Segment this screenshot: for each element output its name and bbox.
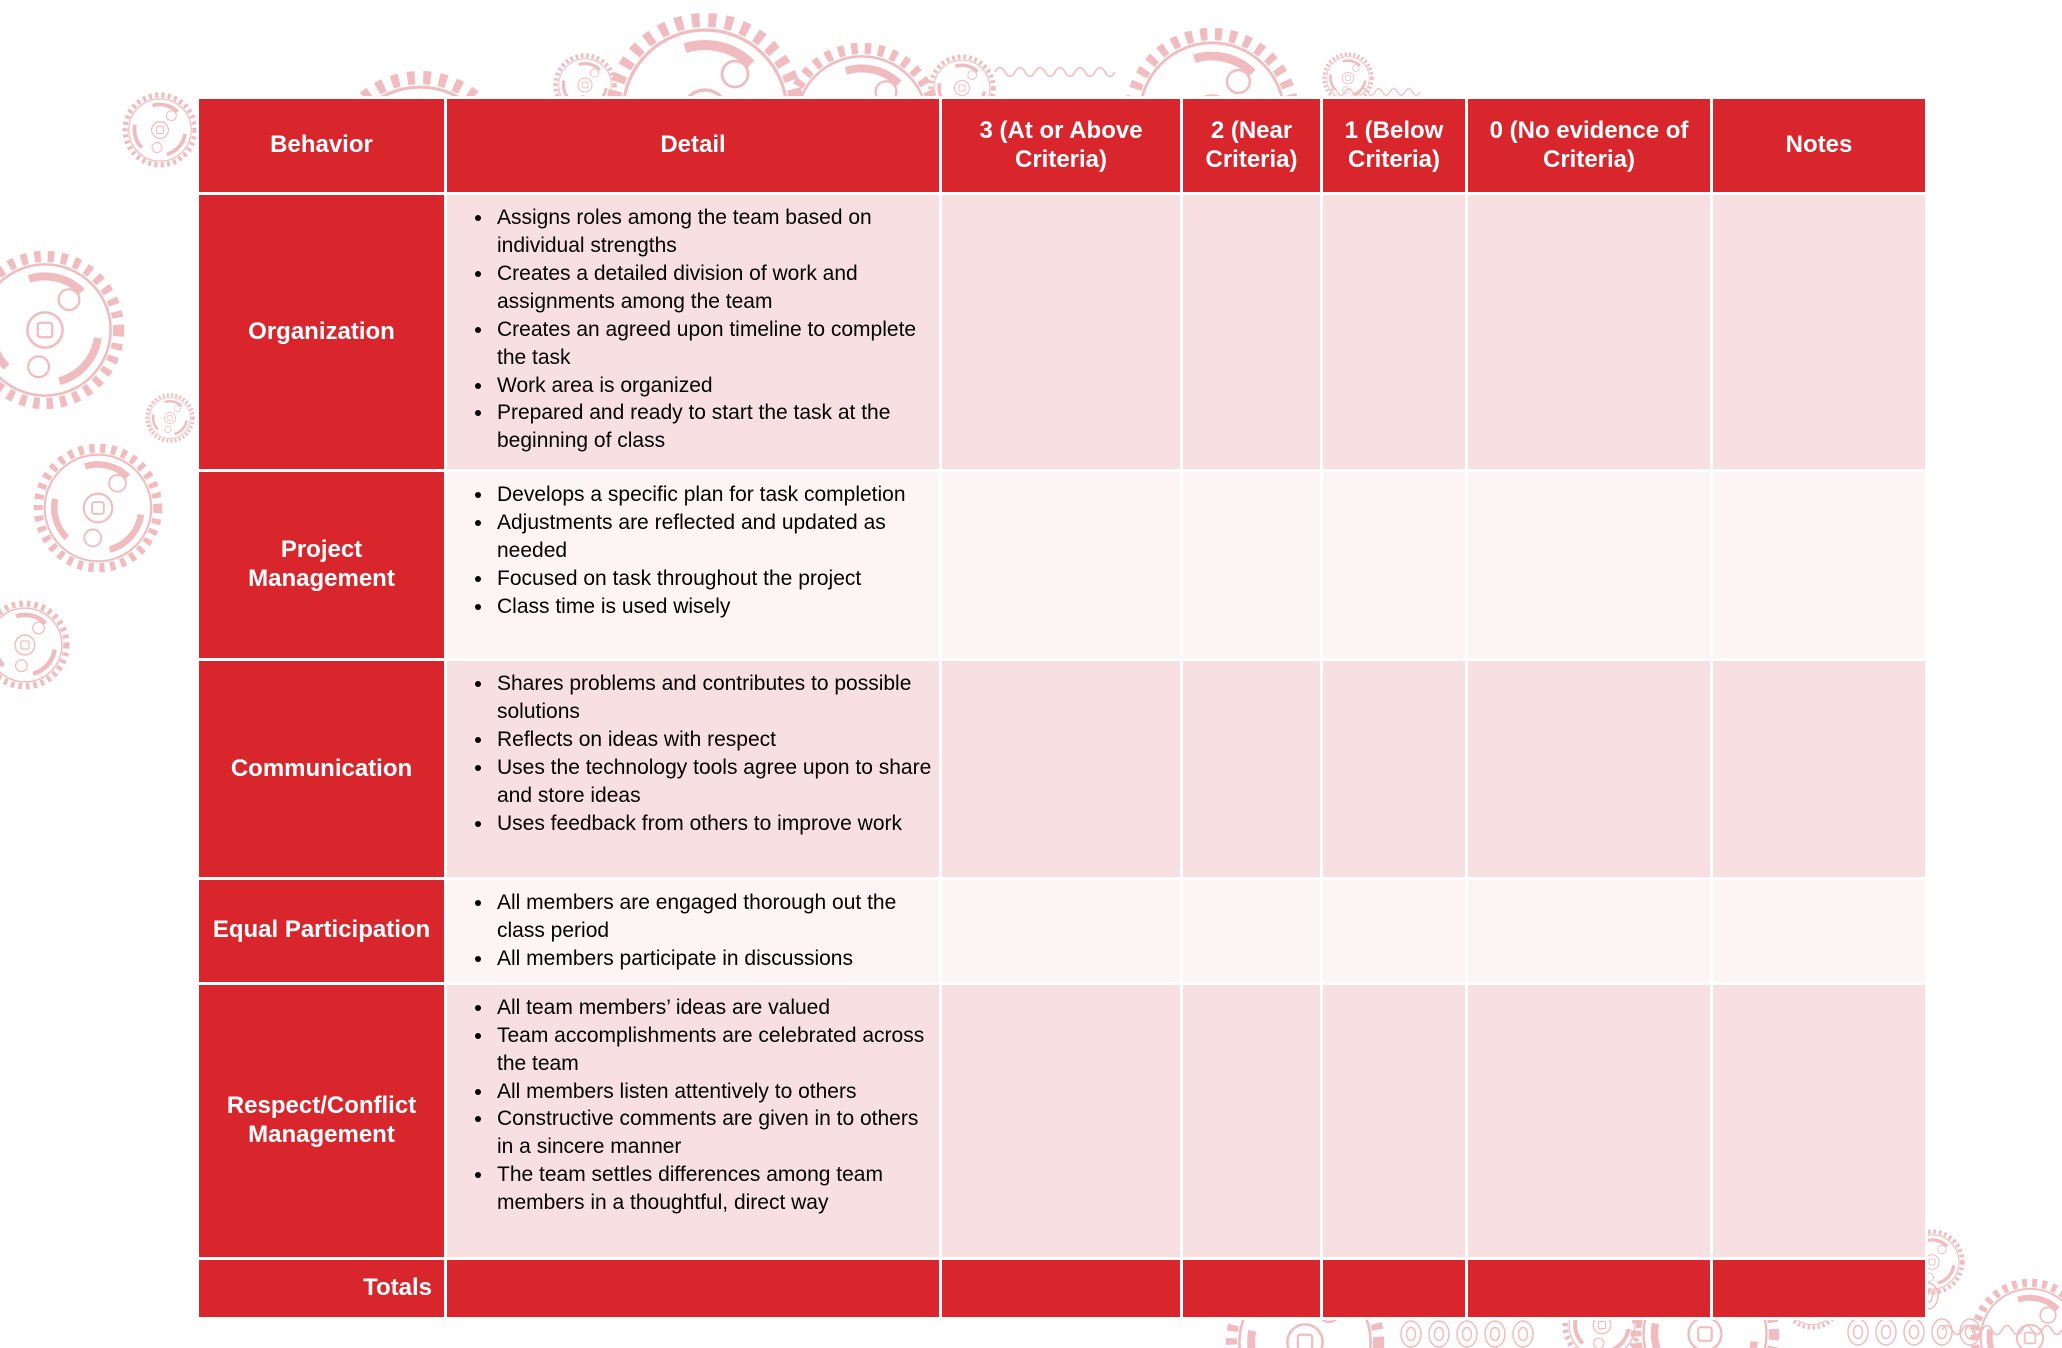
table-row-project-management	[198, 471, 1927, 660]
totals-cell-score2	[1182, 1258, 1322, 1318]
notes-cell-organization	[1712, 194, 1927, 471]
notes-cell-respect-conflict-management	[1712, 983, 1927, 1258]
rubric-body	[198, 194, 1927, 1259]
score-cell-0-equal-participation	[1467, 879, 1712, 984]
score-cell-3-project-management	[941, 471, 1182, 660]
score-cell-3-respect-conflict-management	[941, 983, 1182, 1258]
detail-cell-organization	[446, 194, 941, 471]
row-header-project-management: Project Management	[198, 471, 446, 660]
detail-bullet: • Creates a detailed division of work and assignments among the team	[494, 260, 938, 316]
detail-bullet: • Focused on task throughout the project	[494, 565, 938, 593]
detail-bullet-list	[448, 670, 938, 838]
score-cell-2-communication	[1182, 660, 1322, 879]
detail-bullet-list	[448, 889, 938, 973]
totals-cell-detail	[446, 1258, 941, 1318]
score-cell-2-project-management	[1182, 471, 1322, 660]
detail-bullet: • Team accomplishments are celebrated across the team	[494, 1022, 938, 1078]
table-row-communication	[198, 660, 1927, 879]
detail-cell-equal-participation	[446, 879, 941, 984]
totals-cell-score3	[941, 1258, 1182, 1318]
detail-bullet: • Prepared and ready to start the task at the beginning of class	[494, 399, 938, 455]
score-cell-1-project-management	[1322, 471, 1467, 660]
detail-cell-project-management	[446, 471, 941, 660]
detail-bullet: • Reflects on ideas with respect	[494, 726, 938, 754]
score-cell-0-respect-conflict-management	[1467, 983, 1712, 1258]
score-cell-3-equal-participation	[941, 879, 1182, 984]
detail-cell-communication	[446, 660, 941, 879]
table-row-respect-conflict-management	[198, 983, 1927, 1258]
row-header-organization: Organization	[198, 194, 446, 471]
column-header-detail: Detail	[446, 98, 941, 194]
score-cell-2-organization	[1182, 194, 1322, 471]
rubric-table	[196, 96, 1928, 1320]
detail-bullet: • All team members’ ideas are valued	[494, 994, 938, 1022]
totals-row	[198, 1258, 1927, 1318]
detail-bullet: • Uses the technology tools agree upon to share and store ideas	[494, 754, 938, 810]
totals-cell-score0	[1467, 1258, 1712, 1318]
detail-bullet: • Assigns roles among the team based on individual strengths	[494, 204, 938, 260]
score-cell-1-respect-conflict-management	[1322, 983, 1467, 1258]
detail-bullet: • All members listen attentively to others	[494, 1078, 938, 1106]
notes-cell-equal-participation	[1712, 879, 1927, 984]
column-header-behavior: Behavior	[198, 98, 446, 194]
detail-bullet: • Creates an agreed upon timeline to complete the task	[494, 316, 938, 372]
row-header-respect-conflict-management: Respect/Conflict Management	[198, 983, 446, 1258]
row-header-equal-participation: Equal Participation	[198, 879, 446, 984]
table-row-equal-participation	[198, 879, 1927, 984]
table-row-organization	[198, 194, 1927, 471]
score-cell-1-equal-participation	[1322, 879, 1467, 984]
detail-cell-respect-conflict-management	[446, 983, 941, 1258]
score-cell-1-communication	[1322, 660, 1467, 879]
score-cell-0-organization	[1467, 194, 1712, 471]
detail-bullet-list	[448, 204, 938, 455]
detail-bullet: • All members are engaged thorough out the class period	[494, 889, 938, 945]
detail-bullet: • Uses feedback from others to improve work	[494, 810, 938, 838]
detail-bullet: • Constructive comments are given in to others in a sincere manner	[494, 1105, 938, 1161]
column-header-notes: Notes	[1712, 98, 1927, 194]
detail-bullet: • All members participate in discussions	[494, 945, 938, 973]
column-header-score3: 3 (At or Above Criteria)	[941, 98, 1182, 194]
score-cell-2-equal-participation	[1182, 879, 1322, 984]
notes-cell-project-management	[1712, 471, 1927, 660]
detail-bullet: • Develops a specific plan for task completion	[494, 481, 938, 509]
column-header-score2: 2 (Near Criteria)	[1182, 98, 1322, 194]
column-header-score0: 0 (No evidence of Criteria)	[1467, 98, 1712, 194]
detail-bullet: • Shares problems and contributes to possible solutions	[494, 670, 938, 726]
detail-bullet: • Work area is organized	[494, 372, 938, 400]
column-header-score1: 1 (Below Criteria)	[1322, 98, 1467, 194]
score-cell-0-communication	[1467, 660, 1712, 879]
score-cell-3-organization	[941, 194, 1182, 471]
detail-bullet-list	[448, 481, 938, 621]
score-cell-1-organization	[1322, 194, 1467, 471]
totals-cell-notes	[1712, 1258, 1927, 1318]
totals-cell-score1	[1322, 1258, 1467, 1318]
detail-bullet: • The team settles differences among team members in a thoughtful, direct way	[494, 1161, 938, 1217]
totals-label: Totals	[198, 1258, 446, 1318]
header-row	[198, 98, 1927, 194]
detail-bullet: • Class time is used wisely	[494, 593, 938, 621]
notes-cell-communication	[1712, 660, 1927, 879]
score-cell-2-respect-conflict-management	[1182, 983, 1322, 1258]
detail-bullet: • Adjustments are reflected and updated as needed	[494, 509, 938, 565]
detail-bullet-list	[448, 994, 938, 1217]
row-header-communication: Communication	[198, 660, 446, 879]
score-cell-0-project-management	[1467, 471, 1712, 660]
score-cell-3-communication	[941, 660, 1182, 879]
